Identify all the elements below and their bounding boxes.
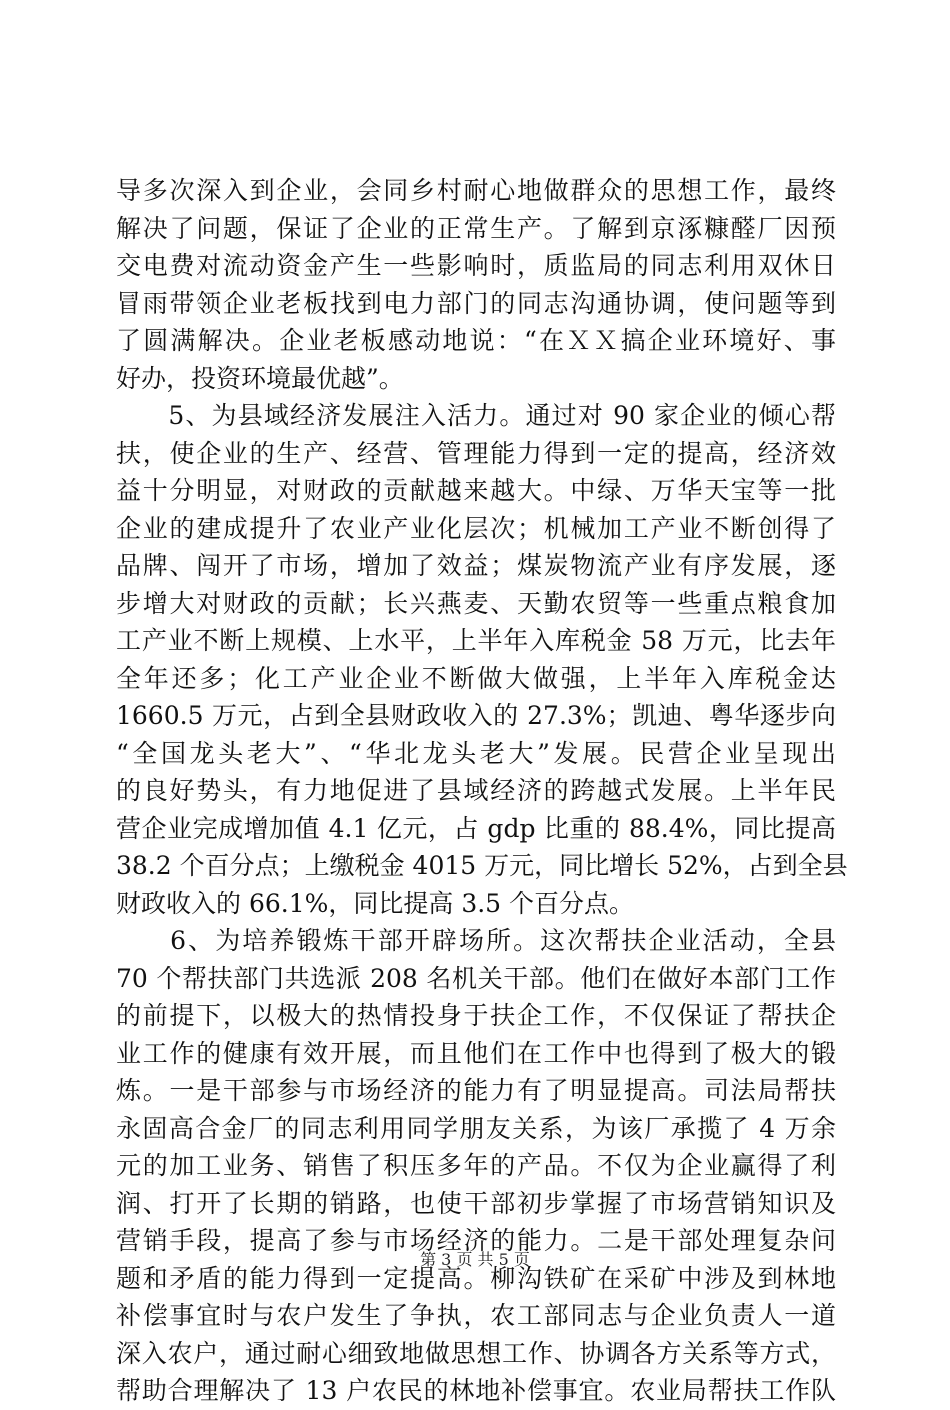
text-line: 好办，投资环境最优越”。 — [116, 363, 404, 393]
text-line: 益十分明显，对财政的贡献越来越大。中绿、万华天宝等一批 — [116, 476, 836, 505]
text-line: 步增大对财政的贡献；长兴燕麦、天勤农贸等一些重点粮食加 — [116, 588, 836, 618]
text-line: 38.2 个百分点；上缴税金 4015 万元，同比增长 52%，占到全县 — [116, 851, 848, 880]
text-line: 业工作的健康有效开展，而且他们在工作中也得到了极大的锻 — [116, 1038, 836, 1068]
text-line: 70 个帮扶部门共选派 208 名机关干部。他们在做好本部门工作 — [116, 963, 836, 993]
text-line: 永固高合金厂的同志利用同学朋友关系，为该厂承揽了 4 万余 — [116, 1113, 836, 1143]
page-footer: 第 3 页 共 5 页 — [420, 1250, 530, 1269]
body-text — [116, 172, 848, 1410]
text-line: “全国龙头老大”、“华北龙头老大”发展。民营企业呈现出 — [116, 738, 836, 768]
text-line: 深入农户，通过耐心细致地做思想工作、协调各方关系等方式， — [116, 1338, 836, 1368]
text-line: 企业的建成提升了农业产业化层次；机械加工产业不断创得了 — [116, 513, 836, 543]
text-line: 元的加工业务、销售了积压多年的产品。不仅为企业赢得了利 — [116, 1151, 836, 1180]
text-line: 冒雨带领企业老板找到电力部门的同志沟通协调，使问题等到 — [116, 288, 836, 318]
text-line: 扶，使企业的生产、经营、管理能力得到一定的提高，经济效 — [116, 438, 836, 468]
text-line: 的良好势头，有力地促进了县域经济的跨越式发展。上半年民 — [116, 776, 836, 805]
text-line: 炼。一是干部参与市场经济的能力有了明显提高。司法局帮扶 — [116, 1076, 836, 1105]
text-line: 补偿事宜时与农户发生了争执，农工部同志与企业负责人一道 — [116, 1301, 836, 1330]
text-line: 润、打开了长期的销路，也使干部初步掌握了市场营销知识及 — [116, 1188, 836, 1218]
text-line: 帮助合理解决了 13 户农民的林地补偿事宜。农业局帮扶工作队 — [116, 1376, 836, 1405]
text-line: 营企业完成增加值 4.1 亿元，占 gdp 比重的 88.4%，同比提高 — [116, 813, 836, 843]
text-line: 工产业不断上规模、上水平，上半年入库税金 58 万元，比去年 — [116, 626, 836, 655]
text-line: 5、为县域经济发展注入活力。通过对 90 家企业的倾心帮 — [116, 401, 836, 430]
text-line: 了圆满解决。企业老板感动地说：“在ＸＸ搞企业环境好、事 — [116, 326, 836, 355]
text-line: 品牌、闯开了市场，增加了效益；煤炭物流产业有序发展，逐 — [116, 551, 836, 580]
text-line: 1660.5 万元，占到全县财政收入的 27.3%；凯迪、粤华逐步向 — [116, 701, 836, 730]
text-line: 交电费对流动资金产生一些影响时，质监局的同志利用双休日 — [116, 251, 836, 280]
text-line: 题和矛盾的能力得到一定提高。柳沟铁矿在采矿中涉及到林地 — [116, 1263, 836, 1293]
text-line: 导多次深入到企业，会同乡村耐心地做群众的思想工作，最终 — [116, 176, 836, 205]
text-line: 的前提下，以极大的热情投身于扶企工作，不仅保证了帮扶企 — [116, 1001, 836, 1030]
text-line: 营销手段，提高了参与市场经济的能力。二是干部处理复杂问 — [116, 1226, 836, 1255]
text-line: 6、为培养锻炼干部开辟场所。这次帮扶企业活动，全县 — [116, 926, 836, 955]
text-line: 财政收入的 66.1%，同比提高 3.5 个百分点。 — [116, 888, 635, 918]
text-line: 解决了问题，保证了企业的正常生产。了解到京涿糠醛厂因预 — [116, 213, 836, 243]
text-line: 全年还多；化工产业企业不断做大做强，上半年入库税金达 — [116, 663, 836, 693]
